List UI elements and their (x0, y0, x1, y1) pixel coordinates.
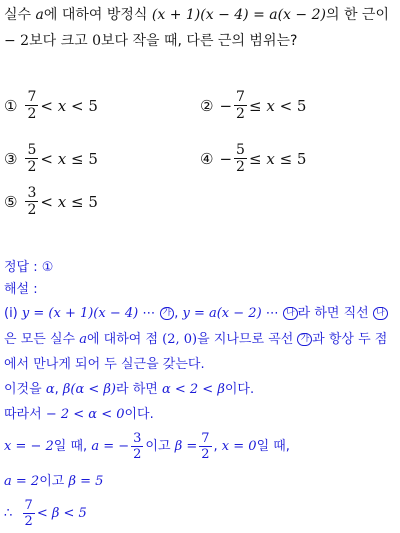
numerator: 3 (27, 185, 37, 201)
solution-text: 이고 (145, 439, 171, 454)
fraction (25, 90, 38, 121)
math-value: 5 (88, 96, 98, 115)
inequality: − 2 < α < 0 (45, 407, 125, 422)
option-2[interactable] (200, 90, 306, 121)
option-3[interactable] (4, 143, 98, 174)
solution-text: 일 때, (256, 439, 290, 454)
relation: ≤ (248, 96, 262, 115)
solution-text: 라 하면 직선 (297, 306, 369, 321)
point: (2, 0) (162, 332, 198, 347)
label-tag: 나 (373, 307, 388, 320)
numerator: 7 (24, 498, 33, 513)
equation: y = a(x − 2) (182, 306, 262, 321)
denominator: 2 (133, 447, 142, 462)
equation: β = 5 (68, 474, 104, 489)
option-marker: ⑤ (4, 192, 18, 211)
math-value: 5 (88, 149, 98, 168)
ellipsis: ⋯ (142, 306, 156, 321)
option-marker: ③ (4, 149, 18, 168)
math-var: a (35, 7, 44, 23)
solution-line-2 (4, 330, 387, 350)
inequality: α < 2 < β (161, 382, 225, 397)
explanation-label (4, 280, 38, 300)
question-line-1 (4, 5, 389, 25)
question-text: 실수 (4, 7, 32, 23)
numerator: 7 (27, 89, 37, 105)
solution-text: 은 모든 실수 (4, 332, 76, 347)
ellipsis: ⋯ (265, 306, 279, 321)
math-value: 0 (92, 33, 102, 49)
punct: , (213, 439, 218, 454)
label-tag: 나 (283, 307, 298, 320)
solution-line-3 (4, 355, 205, 375)
solution-text: 에 대하여 점 (86, 332, 159, 347)
math-var: x (57, 192, 67, 211)
solution-text: 이다. (224, 382, 255, 397)
relation: ≤ (70, 149, 84, 168)
math-value: 5 (296, 149, 307, 168)
relation: < (40, 192, 53, 211)
fraction (131, 432, 143, 461)
punct: , (54, 382, 59, 397)
condition: (α < β) (70, 382, 117, 397)
math-var: x (57, 96, 67, 115)
denominator: 2 (24, 514, 33, 529)
explanation-label-text: 해설 : (4, 282, 38, 297)
equation: (x + 1)(x − 4) = a(x − 2) (151, 7, 326, 23)
fraction (234, 90, 247, 121)
option-1[interactable] (4, 90, 98, 121)
numerator: 3 (133, 431, 142, 446)
relation: < (70, 96, 84, 115)
denominator: 2 (236, 159, 245, 175)
equation: a = 2 (4, 474, 40, 489)
answer-label: 정답 : (4, 260, 38, 275)
equation: β = (174, 439, 198, 454)
option-5[interactable] (4, 186, 98, 217)
denominator: 2 (201, 447, 210, 462)
solution-text: 이다. (124, 407, 154, 422)
denominator: 2 (236, 106, 245, 122)
solution-text: 을 지나므로 곡선 (197, 332, 294, 347)
fraction (234, 143, 247, 174)
option-4[interactable] (200, 143, 306, 174)
therefore-symbol: ∴ (4, 506, 13, 521)
solution-line-4 (4, 380, 254, 400)
relation: < (40, 149, 53, 168)
math-value: − 2 (4, 33, 30, 49)
denominator: 2 (27, 202, 37, 218)
denominator: 2 (27, 106, 37, 122)
label-tag: 가 (297, 333, 312, 346)
denominator: 2 (27, 159, 37, 175)
fraction (25, 143, 38, 174)
relation: < (40, 96, 53, 115)
question-text: 보다 크고 (29, 33, 88, 49)
math-var: x (57, 149, 67, 168)
math-var: a (79, 332, 87, 347)
relation: ≤ (279, 149, 293, 168)
math-var: α (45, 382, 55, 397)
numerator: 5 (27, 142, 37, 158)
solution-line-7 (4, 472, 103, 492)
math-var: x (266, 96, 275, 115)
numerator: 7 (201, 431, 210, 446)
solution-text: 이것을 (4, 382, 42, 397)
math-value: 5 (296, 96, 307, 115)
solution-line-1: (i) y = (x + 1)(x − 4) ⋯ 가 , y = a(x − 2) ⋯ 나 라 하면 직선 나 (4, 304, 388, 324)
relation: ≤ (248, 149, 262, 168)
question-text: 의 한 근이 (325, 7, 389, 23)
question-line-2 (4, 31, 297, 51)
relation: ≤ (70, 192, 84, 211)
math-var: x (266, 149, 275, 168)
solution-text: 일 때, (53, 439, 88, 454)
equation: y = (x + 1)(x − 4) (21, 306, 139, 321)
equation: x = − 2 (4, 439, 54, 454)
fraction (199, 432, 211, 461)
numerator: 5 (236, 142, 245, 158)
sign: − (219, 96, 233, 115)
solution-line-6 (4, 432, 290, 461)
inequality: < β < 5 (36, 506, 87, 521)
answer-line (4, 258, 53, 278)
equation: x = 0 (221, 439, 257, 454)
bullet: (i) (4, 306, 18, 321)
fraction (23, 499, 35, 528)
option-marker: ① (4, 96, 18, 115)
math-var: β (62, 382, 71, 397)
solution-text: 이고 (39, 474, 65, 489)
option-marker: ④ (200, 149, 214, 168)
solution-text: 라 하면 (116, 382, 158, 397)
fraction (25, 186, 38, 217)
math-value: 5 (88, 192, 98, 211)
solution-line-5 (4, 405, 154, 425)
equation: a = − (91, 439, 130, 454)
solution-text: 따라서 (4, 407, 42, 422)
solution-text: 에서 만나게 되어 두 실근을 갖는다. (4, 357, 205, 372)
numerator: 7 (236, 89, 245, 105)
label-tag: 가 (160, 307, 175, 320)
option-marker: ② (200, 96, 214, 115)
sign: − (219, 149, 233, 168)
solution-text: 과 항상 두 점 (312, 332, 388, 347)
question-text: 보다 작을 때, 다른 근의 범위는? (101, 33, 298, 49)
answer-mark: ① (41, 260, 54, 275)
solution-conclusion (4, 499, 87, 528)
question-text: 에 대하여 방정식 (43, 7, 148, 23)
relation: < (279, 96, 293, 115)
